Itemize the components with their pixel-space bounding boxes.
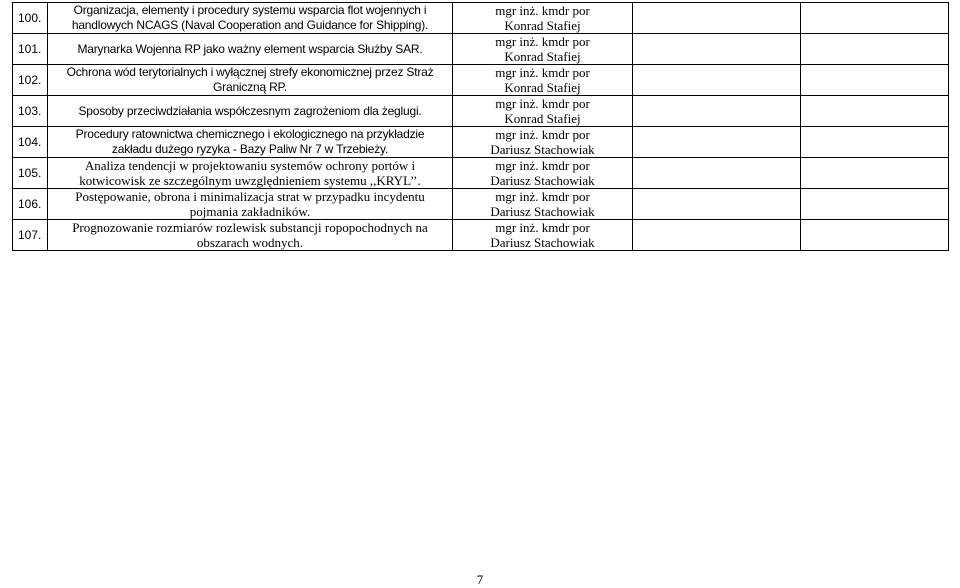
row-number: 103.: [13, 96, 48, 127]
thesis-topics-table: [12, 2, 949, 251]
topic-line: pojmania zakładników.: [189, 204, 311, 219]
empty-cell: [633, 158, 801, 189]
topic-line: Ochrona wód terytorialnych i wyłącznej strefy ekonomicznej przez Straż: [66, 65, 434, 79]
empty-cell: [801, 158, 949, 189]
supervisor-cell: [453, 96, 633, 127]
supervisor-name: Dariusz Stachowiak: [490, 204, 595, 219]
row-number: 100.: [13, 3, 48, 34]
empty-cell: [801, 127, 949, 158]
table-row: [13, 96, 949, 127]
topic-line: kotwicowisk ze szczególnym uwzględnieniem systemu ,,KRYL’’.: [79, 173, 421, 188]
supervisor-title: mgr inż. kmdr por: [495, 96, 590, 111]
topic-line: handlowych NCAGS (Naval Cooperation and Guidance for Shipping).: [71, 18, 429, 32]
empty-cell: [633, 220, 801, 251]
topic-line: Graniczną RP.: [213, 80, 287, 94]
supervisor-name: Konrad Stafiej: [504, 80, 581, 95]
supervisor-title: mgr inż. kmdr por: [495, 127, 590, 142]
supervisor-cell: [453, 220, 633, 251]
topic-cell: [48, 65, 453, 96]
table-row: [13, 158, 949, 189]
topic-cell: [48, 127, 453, 158]
empty-cell: [633, 65, 801, 96]
supervisor-title: mgr inż. kmdr por: [495, 158, 590, 173]
supervisor-name: Konrad Stafiej: [504, 111, 581, 126]
supervisor-cell: [453, 34, 633, 65]
supervisor-title: mgr inż. kmdr por: [495, 34, 590, 49]
empty-cell: [633, 127, 801, 158]
topic-line: Organizacja, elementy i procedury systemu wsparcia flot wojennych i: [73, 3, 427, 17]
topic-cell: [48, 3, 453, 34]
row-number: 104.: [13, 127, 48, 158]
supervisor-cell: [453, 189, 633, 220]
topic-cell: [48, 189, 453, 220]
empty-cell: [801, 96, 949, 127]
empty-cell: [633, 96, 801, 127]
empty-cell: [801, 65, 949, 96]
supervisor-name: Dariusz Stachowiak: [490, 235, 595, 250]
topic-cell: [48, 158, 453, 189]
empty-cell: [633, 34, 801, 65]
topic-line: obszarach wodnych.: [196, 235, 304, 250]
topic-line: Analiza tendencji w projektowaniu systemów ochrony portów i: [84, 158, 416, 173]
supervisor-name: Konrad Stafiej: [504, 49, 581, 64]
row-number: 101.: [13, 34, 48, 65]
supervisor-cell: [453, 3, 633, 34]
supervisor-name: Konrad Stafiej: [504, 18, 581, 33]
empty-cell: [801, 220, 949, 251]
table-row: [13, 189, 949, 220]
table-row: [13, 65, 949, 96]
page-number: 7: [476, 572, 484, 587]
row-number: 107.: [13, 220, 48, 251]
topic-cell: [48, 220, 453, 251]
topic-line: zakładu dużego ryzyka - Bazy Paliw Nr 7 w Trzebieży.: [111, 142, 389, 156]
supervisor-cell: [453, 127, 633, 158]
supervisor-cell: [453, 158, 633, 189]
topic-line: Marynarka Wojenna RP jako ważny element wsparcia Służby SAR.: [77, 41, 423, 56]
supervisor-title: mgr inż. kmdr por: [495, 65, 590, 80]
table-row: [13, 220, 949, 251]
topic-line: Sposoby przeciwdziałania współczesnym zagrożeniom dla żeglugi.: [78, 103, 422, 118]
row-number: 105.: [13, 158, 48, 189]
supervisor-title: mgr inż. kmdr por: [495, 189, 590, 204]
empty-cell: [633, 3, 801, 34]
table-row: [13, 34, 949, 65]
table-row: [13, 3, 949, 34]
supervisor-title: mgr inż. kmdr por: [495, 3, 590, 18]
table-row: [13, 127, 949, 158]
topic-cell: [48, 96, 453, 127]
empty-cell: [633, 189, 801, 220]
supervisor-cell: [453, 65, 633, 96]
row-number: 106.: [13, 189, 48, 220]
empty-cell: [801, 189, 949, 220]
empty-cell: [801, 34, 949, 65]
supervisor-name: Dariusz Stachowiak: [490, 142, 595, 157]
topic-line: Postępowanie, obrona i minimalizacja strat w przypadku incydentu: [75, 189, 425, 204]
topic-line: Procedury ratownictwa chemicznego i ekologicznego na przykładzie: [75, 127, 425, 141]
topic-line: Prognozowanie rozmiarów rozlewisk substancji ropopochodnych na: [72, 220, 428, 235]
row-number: 102.: [13, 65, 48, 96]
supervisor-title: mgr inż. kmdr por: [495, 220, 590, 235]
topic-cell: [48, 34, 453, 65]
supervisor-name: Dariusz Stachowiak: [490, 173, 595, 188]
empty-cell: [801, 3, 949, 34]
